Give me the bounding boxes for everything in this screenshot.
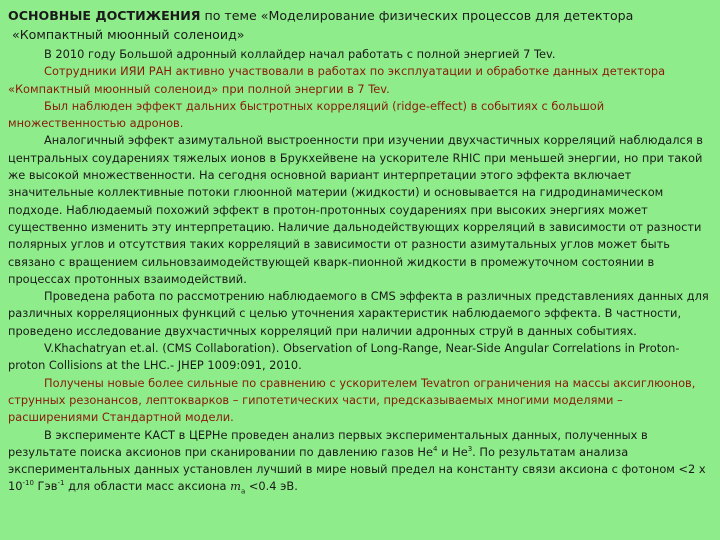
cast-text-e: для области масс аксиона <box>64 479 231 494</box>
cast-text-c: . По результатам анализа экспериментальных данных установлен лучший в мире новый предел на константу связи аксиона с фотоном <2 x 10 <box>8 444 706 494</box>
cast-mass-sub: a <box>240 487 246 496</box>
cast-text-d: Гэв <box>33 479 58 494</box>
cast-text-a: В эксперименте КАСТ в ЦЕРНе проведен анализ первых экспериментальных данных, полученных в результате поиска аксионов при сканировании по давлению газов He <box>8 427 648 459</box>
slide-heading <box>8 6 712 44</box>
paragraph-lhc-start: В 2010 году Большой адронный коллайдер начал работать с полной энергией 7 Tev. <box>44 47 556 61</box>
paragraph-inr-participation: Сотрудники ИЯИ РАН активно участвовали в работах по эксплуатации и обработке данных детектора «Компактный мюонный соленоид» при полной энергии в 7 Tev. <box>8 64 666 96</box>
cast-sup-2: 3 <box>467 445 473 454</box>
paragraph-reference: V.Khachatryan et.al. (CMS Collaboration). Observation of Long-Range, Near-Side Angular Correlations in Proton-proton Collisions at the LHC.- JHEP 1009:091, 2010. <box>8 341 680 373</box>
cast-sup-4: -1 <box>57 479 65 488</box>
paragraph-cms-analysis: Проведена работа по рассмотрению наблюдаемого в CMS эффекта в различных представлениях данных для различных корреляционных функций с целью уточнения характеристик наблюдаемого эффекта. В частности, проведено исследование двухчастичных корреляций при наличии адронных струй в данных событиях. <box>8 289 709 338</box>
paragraph-azimuthal-correlation: Аналогичный эффект азимутальной выстроенности при изучении двухчастичных корреляций наблюдался в центральных соударениях тяжелых ионов в Брукхейвене на ускорителе RHIC при меньшей энергии, но при такой же высокой множественности. На сегодня основной вариант интерпретации этого эффекта включает значительные коллективные потоки глюонной материи (жидкости) и основывается на гидродинамическом подходе. Наблюдаемый похожий эффект в протон-протонных соударениях при высоких энергиях может существенно изменить эту интерпретацию. Наличие дальнодействующих корреляций в зависимости от разности полярных углов и отсутствия таких корреляций в зависимости от разности азимутальных углов может быть связано с вращением сильновзаимодействующей кварк-пионной жидкости в промежуточном состоянии в процессах протонных взаимодействий. <box>8 133 704 286</box>
cast-sup-3: -10 <box>22 479 34 488</box>
cast-text-b: и He <box>437 444 468 459</box>
cast-sup-1: 4 <box>433 445 438 454</box>
cast-text-f: <0.4 эВ. <box>245 479 298 494</box>
heading-line2: «Компактный мюонный соленоид» <box>12 27 245 42</box>
paragraph-cast-experiment <box>8 427 712 496</box>
paragraph-tevatron-limits: Получены новые более сильные по сравнению с ускорителем Tevatron ограничения на массы аксиглюонов, струнных резонансов, лептокварков – гипотетических части, предсказываемых многими моделями – расширениями Стандартной модели. <box>8 375 696 425</box>
heading-rest: по теме «Моделирование физических процессов для детектора <box>200 8 634 23</box>
cast-mass-symbol: m <box>230 479 241 494</box>
heading-bold: ОСНОВНЫЕ ДОСТИЖЕНИЯ <box>8 8 201 23</box>
paragraph-ridge-effect: Был наблюден эффект дальних быстротных корреляций (ridge-effect) в событиях с большой множественностью адронов. <box>8 98 605 131</box>
